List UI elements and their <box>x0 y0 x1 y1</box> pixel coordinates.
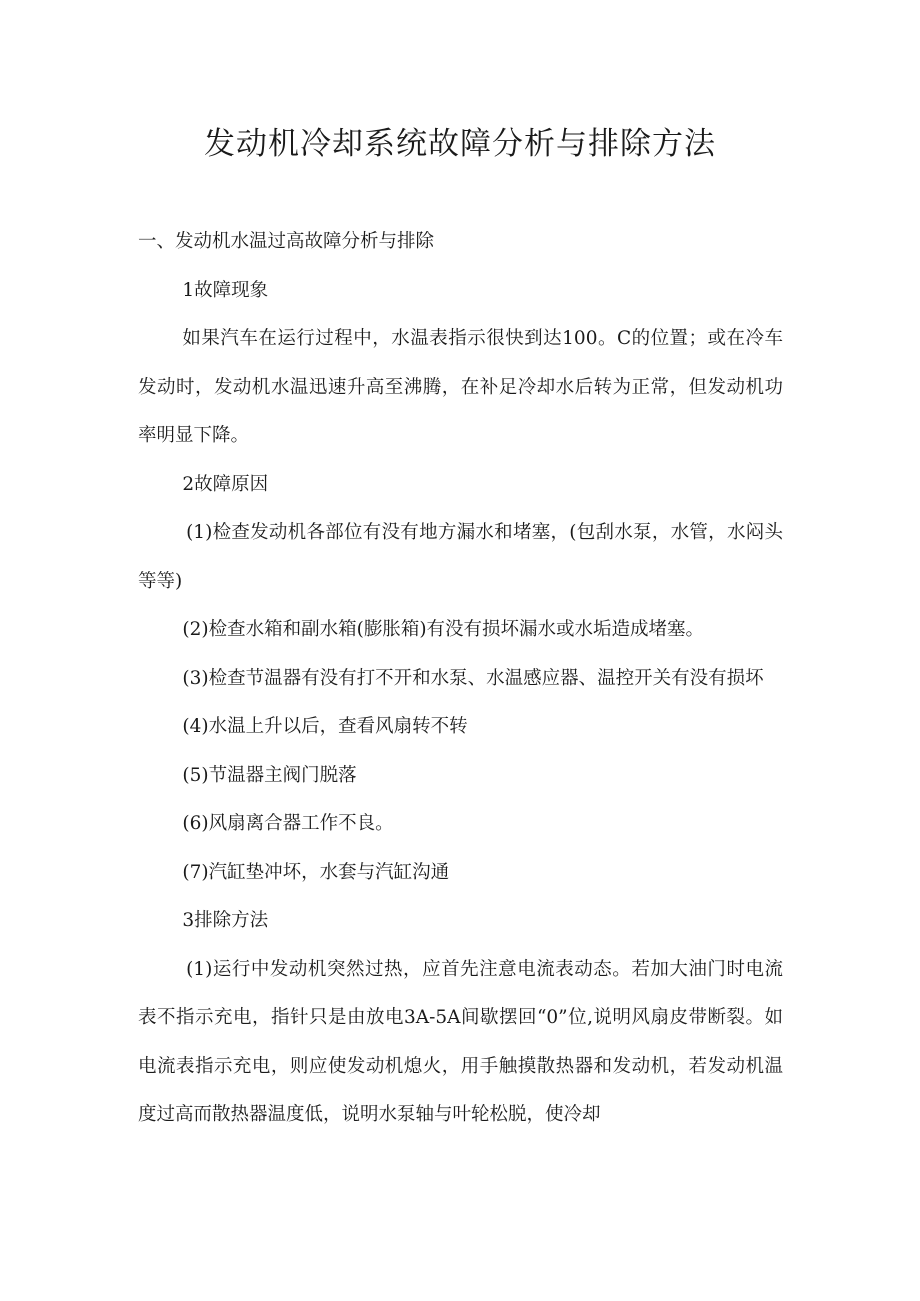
section-heading: 一、发动机水温过高故障分析与排除 <box>138 231 435 252</box>
subsection-heading-remedy: 3排除方法 <box>182 910 269 931</box>
subsection-heading-symptom: 1故障现象 <box>182 279 269 301</box>
cause-item: (4)水温上升以后，查看风扇转不转 <box>182 716 468 737</box>
document-body <box>138 218 783 1140</box>
cause-item: (6)风扇离合器工作不良。 <box>182 813 394 834</box>
symptom-paragraph: 如果汽车在运行过程中，水温表指示很快到达100。C的位置；或在冷车发动时，发动机水温迅速升高至沸腾，在补足冷却水后转为正常，但发动机功率明显下降。 <box>138 328 783 446</box>
document-title: 发动机冷却系统故障分析与排除方法 <box>204 126 716 162</box>
cause-item: (5)节温器主阀门脱落 <box>182 764 357 786</box>
cause-item: (3)检查节温器有没有打不开和水泵、水温感应器、温控开关有没有损坏 <box>182 667 764 689</box>
cause-item: (7)汽缸垫冲坏，水套与汽缸沟通 <box>182 861 450 883</box>
remedy-paragraph: (1)运行中发动机突然过热，应首先注意电流表动态。若加大油门时电流表不指示充电，指针只是由放电3A-5A间歇摆回“0”位,说明风扇皮带断裂。如电流表指示充电，则应使发动机熄火，用手触摸散热器和发动机，若发动机温度过高而散热器温度低，说明水泵轴与叶轮松脱，使冷却 <box>138 958 783 1125</box>
cause-item: (2)检查水箱和副水箱(膨胀箱)有没有损坏漏水或水垢造成堵塞。 <box>182 619 705 640</box>
subsection-heading-cause: 2故障原因 <box>182 473 269 495</box>
cause-item: (1)检查发动机各部位有没有地方漏水和堵塞，(包刮水泵，水管，水闷头等等) <box>138 522 783 592</box>
